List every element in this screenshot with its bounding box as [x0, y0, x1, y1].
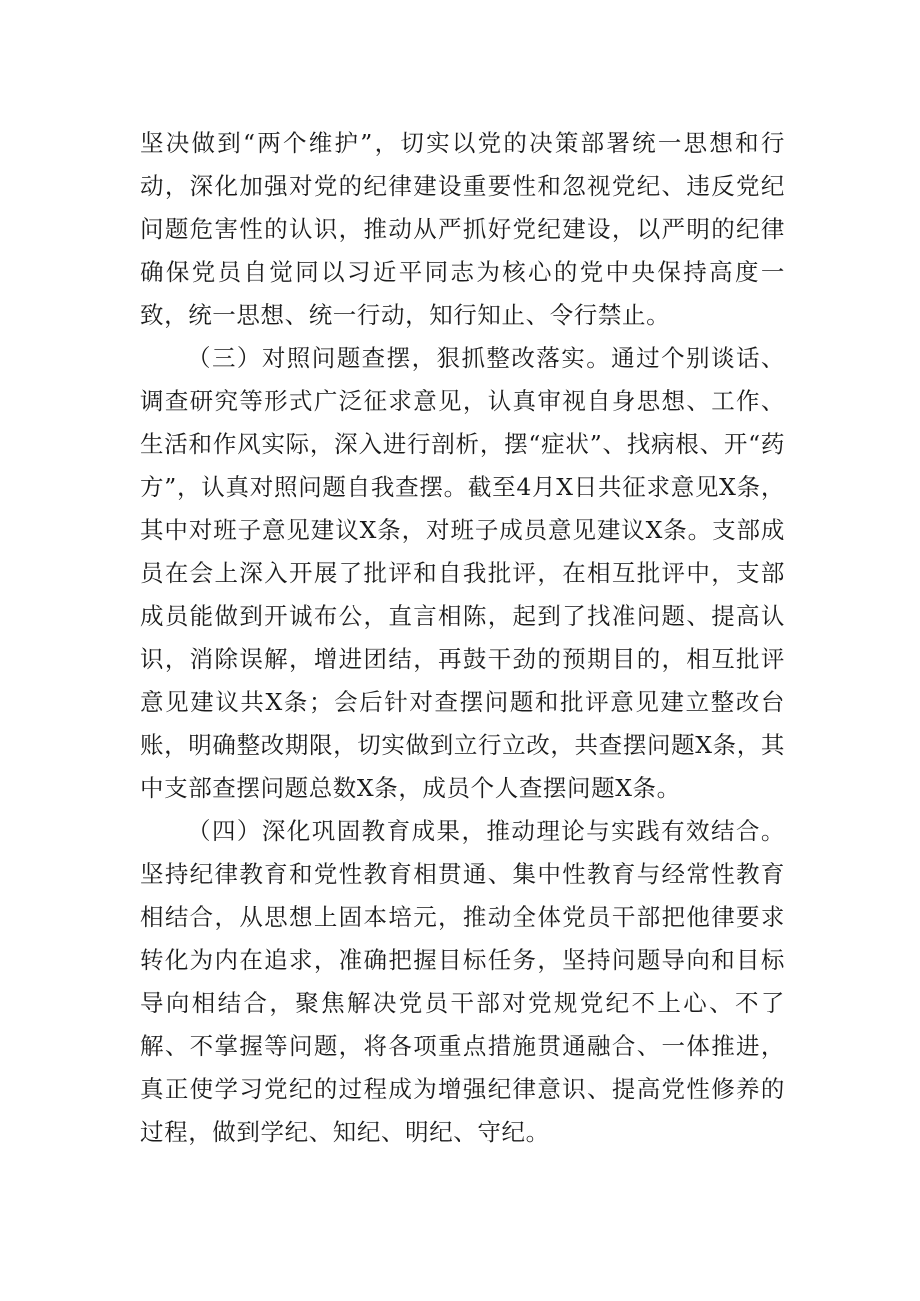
paragraph-continuation: 坚决做到“两个维护”，切实以党的决策部署统一思想和行动，深化加强对党的纪律建设重要性和忽视党纪、违反党纪问题危害性的认识，推动从严抓好党纪建设，以严明的纪律确保党员自觉同以习近平同志为核心的党中央保持高度一致，统一思想、统一行动，知行知止、令行禁止。: [140, 129, 785, 329]
paragraph-section-three: （三）对照问题查摆，狠抓整改落实。通过个别谈话、调查研究等形式广泛征求意见，认真审视自身思想、工作、生活和作风实际，深入进行剖析，摆“症状”、找病根、开“药方”，认真对照问题自我查摆。截至4月X日共征求意见X条，其中对班子意见建议X条，对班子成员意见建议X条。支部成员在会上深入开展了批评和自我批评，在相互批评中，支部成员能做到开诚布公，直言相陈，起到了找准问题、提高认识，消除误解，增进团结，再鼓干劲的预期目的，相互批评意见建议共X条；会后针对查摆问题和批评意见建立整改台账，明确整改期限，切实做到立行立改，共查摆问题X条，其中支部查摆问题总数X条，成员个人查摆问题X条。: [140, 344, 785, 802]
paragraph-section-four: （四）深化巩固教育成果，推动理论与实践有效结合。坚持纪律教育和党性教育相贯通、集中性教育与经常性教育相结合，从思想上固本培元，推动全体党员干部把他律要求转化为内在追求，准确把握目标任务，坚持问题导向和目标导向相结合，聚焦解决党员干部对党规党纪不上心、不了解、不掌握等问题，将各项重点措施贯通融合、一体推进，真正使学习党纪的过程成为增强纪律意识、提高党性修养的过程，做到学纪、知纪、明纪、守纪。: [140, 817, 785, 1146]
document-body: [140, 122, 785, 1154]
